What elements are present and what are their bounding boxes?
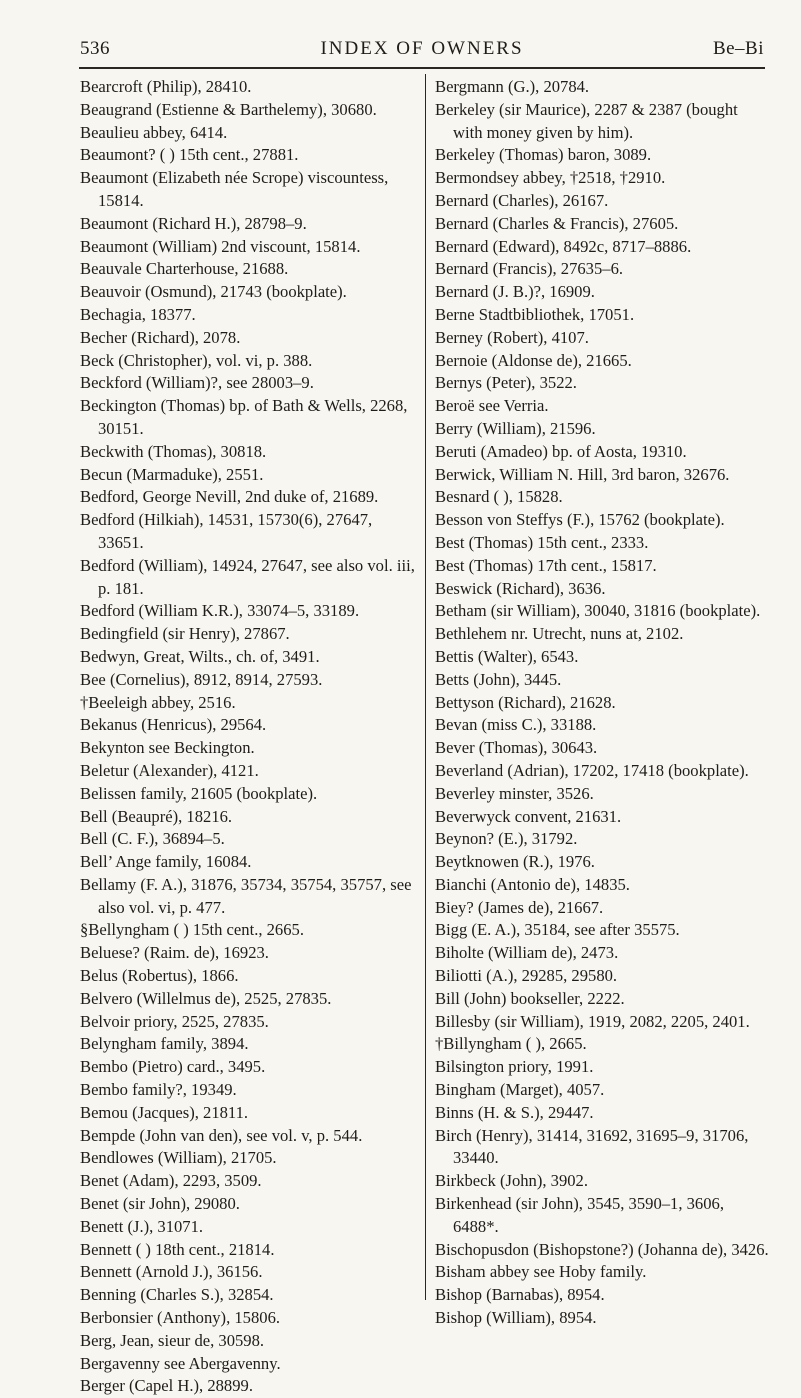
index-entry: Bernard (Charles), 26167. bbox=[435, 190, 609, 210]
index-entry: Bell (Beaupré), 18216. bbox=[80, 806, 233, 826]
index-entry: Bempde (John van den), see vol. v, p. 544. bbox=[80, 1125, 363, 1145]
index-entry: Becun (Marmaduke), 2551. bbox=[80, 464, 264, 484]
index-entry: Bernoie (Aldonse de), 21665. bbox=[435, 350, 632, 370]
index-entry: Billesby (sir William), 1919, 2082, 2205, 2401. bbox=[435, 1011, 750, 1031]
index-entry: Bernard (Charles & Francis), 27605. bbox=[435, 213, 679, 233]
index-entry: Beaumont? ( ) 15th cent., 27881. bbox=[80, 145, 299, 165]
index-entry: Bedingfield (sir Henry), 27867. bbox=[80, 624, 290, 644]
page-number: 536 bbox=[80, 38, 110, 59]
index-entry: Berkeley (Thomas) baron, 3089. bbox=[435, 145, 652, 165]
index-entry: Bell’ Ange family, 16084. bbox=[80, 852, 252, 872]
index-entry: Bee (Cornelius), 8912, 8914, 27593. bbox=[80, 669, 323, 689]
index-entry: Beletur (Alexander), 4121. bbox=[80, 760, 259, 780]
index-entry: Berney (Robert), 4107. bbox=[435, 327, 589, 347]
index-entry: Beruti (Amadeo) bp. of Aosta, 19310. bbox=[435, 441, 687, 461]
index-entry: Biliotti (A.), 29285, 29580. bbox=[435, 966, 618, 986]
index-entry: Best (Thomas) 17th cent., 15817. bbox=[435, 555, 657, 575]
index-entry: Best (Thomas) 15th cent., 2333. bbox=[435, 532, 649, 552]
index-entry: Birkbeck (John), 3902. bbox=[435, 1171, 589, 1191]
index-entry: Bell (C. F.), 36894–5. bbox=[80, 829, 225, 849]
index-entry: Beaumont (Richard H.), 28798–9. bbox=[80, 213, 307, 233]
index-entry: Belvero (Willelmus de), 2525, 27835. bbox=[80, 988, 332, 1008]
index-entry: Bedford (William), 14924, 27647, see also vol. iii, p. 181. bbox=[80, 555, 415, 598]
index-entry: Bembo family?, 19349. bbox=[80, 1080, 237, 1100]
index-entry: Berg, Jean, sieur de, 30598. bbox=[80, 1330, 265, 1350]
index-entry: Beswick (Richard), 3636. bbox=[435, 578, 606, 598]
index-entry: Berkeley (sir Maurice), 2287 & 2387 (bought with money given by him). bbox=[435, 99, 738, 142]
index-entry: Betts (John), 3445. bbox=[435, 669, 562, 689]
column-divider bbox=[425, 74, 426, 1300]
index-entry: Bettyson (Richard), 21628. bbox=[435, 692, 616, 712]
index-entry: Becher (Richard), 2078. bbox=[80, 327, 241, 347]
index-entry: Binns (H. & S.), 29447. bbox=[435, 1102, 594, 1122]
index-entry: Birch (Henry), 31414, 31692, 31695–9, 31706, 33440. bbox=[435, 1125, 749, 1168]
index-entry: Bennett ( ) 18th cent., 21814. bbox=[80, 1239, 275, 1259]
index-entry: Bernard (J. B.)?, 16909. bbox=[435, 282, 595, 302]
index-entry: Birkenhead (sir John), 3545, 3590–1, 3606, 6488*. bbox=[435, 1194, 724, 1236]
index-entry: Berwick, William N. Hill, 3rd baron, 32676. bbox=[435, 464, 730, 484]
index-entry: Bevan (miss C.), 33188. bbox=[435, 715, 597, 735]
index-entry: Bellamy (F. A.), 31876, 35734, 35754, 35757, see also vol. vi, p. 477. bbox=[80, 874, 412, 917]
index-entry: Bernard (Francis), 27635–6. bbox=[435, 259, 624, 279]
index-entry: Bennett (Arnold J.), 36156. bbox=[80, 1262, 263, 1282]
index-entry: Bergmann (G.), 20784. bbox=[435, 77, 590, 96]
index-entry: Berry (William), 21596. bbox=[435, 418, 596, 438]
index-entry: Bedford, George Nevill, 2nd duke of, 21689. bbox=[80, 487, 379, 507]
index-entry: Bernys (Peter), 3522. bbox=[435, 373, 577, 393]
index-entry: Betham (sir William), 30040, 31816 (bookplate). bbox=[435, 601, 761, 621]
left-column bbox=[80, 76, 416, 1398]
index-entry: Beynon? (E.), 31792. bbox=[435, 829, 578, 849]
index-entry: Benet (sir John), 29080. bbox=[80, 1194, 240, 1214]
index-entry: Belus (Robertus), 1866. bbox=[80, 966, 239, 986]
index-entry: Beaulieu abbey, 6414. bbox=[80, 122, 228, 142]
index-entry: Beroë see Verria. bbox=[435, 396, 549, 416]
index-entry: Benet (Adam), 2293, 3509. bbox=[80, 1171, 262, 1191]
index-entry: Besnard ( ), 15828. bbox=[435, 487, 563, 507]
index-entry: Bedford (Hilkiah), 14531, 15730(6), 27647, 33651. bbox=[80, 510, 373, 552]
index-entry: Beauvale Charterhouse, 21688. bbox=[80, 259, 289, 279]
index-entry: Bembo (Pietro) card., 3495. bbox=[80, 1057, 266, 1077]
index-entry: Beck (Christopher), vol. vi, p. 388. bbox=[80, 350, 313, 370]
index-entry: Berger (Capel H.), 28899. bbox=[80, 1376, 253, 1396]
index-entry: Benning (Charles S.), 32854. bbox=[80, 1285, 274, 1305]
index-entry: Bearcroft (Philip), 28410. bbox=[80, 77, 252, 96]
index-entry: Beverwyck convent, 21631. bbox=[435, 806, 622, 826]
index-entry: Beaumont (William) 2nd viscount, 15814. bbox=[80, 236, 361, 256]
header-rule bbox=[79, 67, 765, 69]
index-entry: Besson von Steffys (F.), 15762 (bookplate). bbox=[435, 510, 725, 530]
index-entry: Beauvoir (Osmund), 21743 (bookplate). bbox=[80, 282, 347, 302]
index-entry: Bischopusdon (Bishopstone?) (Johanna de), 3426. bbox=[435, 1239, 769, 1259]
index-entry: Bethlehem nr. Utrecht, nuns at, 2102. bbox=[435, 624, 684, 644]
index-entry: Belvoir priory, 2525, 27835. bbox=[80, 1011, 269, 1031]
index-entry: Bedwyn, Great, Wilts., ch. of, 3491. bbox=[80, 646, 320, 666]
page-header bbox=[80, 38, 764, 68]
index-entry: Beaugrand (Estienne & Barthelemy), 30680. bbox=[80, 99, 377, 119]
index-entry: Bill (John) bookseller, 2222. bbox=[435, 988, 625, 1008]
index-entry: Beckford (William)?, see 28003–9. bbox=[80, 373, 314, 393]
index-entry: Berne Stadtbibliothek, 17051. bbox=[435, 304, 635, 324]
index-entry: Bisham abbey see Hoby family. bbox=[435, 1262, 647, 1282]
index-entry: Bergavenny see Abergavenny. bbox=[80, 1353, 281, 1373]
index-entry: Bishop (Barnabas), 8954. bbox=[435, 1285, 605, 1305]
index-entry: Beckington (Thomas) bp. of Bath & Wells, 2268, 30151. bbox=[80, 396, 408, 438]
index-entry: Biholte (William de), 2473. bbox=[435, 943, 619, 963]
index-entry: Belissen family, 21605 (bookplate). bbox=[80, 783, 318, 803]
index-entry: Bilsington priory, 1991. bbox=[435, 1057, 594, 1077]
entry-range: Be–Bi bbox=[712, 38, 764, 59]
index-entry: Bermondsey abbey, †2518, †2910. bbox=[435, 168, 666, 188]
index-entry: †Billyngham ( ), 2665. bbox=[435, 1034, 587, 1054]
right-column bbox=[435, 76, 771, 1330]
index-entry: Belyngham family, 3894. bbox=[80, 1034, 249, 1054]
index-entry: Bekanus (Henricus), 29564. bbox=[80, 715, 267, 735]
index-entry: Bettis (Walter), 6543. bbox=[435, 646, 579, 666]
index-entry: Bechagia, 18377. bbox=[80, 304, 196, 324]
index-entry: Biey? (James de), 21667. bbox=[435, 897, 604, 917]
index-entry: Bianchi (Antonio de), 14835. bbox=[435, 874, 630, 894]
index-entry: Benett (J.), 31071. bbox=[80, 1216, 204, 1236]
index-entry: Bekynton see Beckington. bbox=[80, 738, 255, 758]
index-entry: Bingham (Marget), 4057. bbox=[435, 1080, 605, 1100]
index-entry: Berbonsier (Anthony), 15806. bbox=[80, 1308, 281, 1328]
index-entry: Bigg (E. A.), 35184, see after 35575. bbox=[435, 920, 680, 940]
index-entry: Beverland (Adrian), 17202, 17418 (bookplate). bbox=[435, 760, 749, 780]
index-entry: Beverley minster, 3526. bbox=[435, 783, 594, 803]
index-entry: Bemou (Jacques), 21811. bbox=[80, 1102, 249, 1122]
index-entry: Bishop (William), 8954. bbox=[435, 1308, 597, 1328]
index-entry: †Beeleigh abbey, 2516. bbox=[80, 692, 236, 712]
index-entry: Beckwith (Thomas), 30818. bbox=[80, 441, 267, 461]
index-entry: Bernard (Edward), 8492c, 8717–8886. bbox=[435, 236, 692, 256]
index-entry: Beluese? (Raim. de), 16923. bbox=[80, 943, 269, 963]
index-entry: Bedford (William K.R.), 33074–5, 33189. bbox=[80, 601, 360, 621]
index-entry: Bendlowes (William), 21705. bbox=[80, 1148, 277, 1168]
index-entry: Beaumont (Elizabeth née Scrope) viscountess, 15814. bbox=[80, 168, 389, 210]
index-entry: Beytknowen (R.), 1976. bbox=[435, 852, 595, 872]
running-title: INDEX OF OWNERS bbox=[320, 38, 524, 59]
index-entry: Bever (Thomas), 30643. bbox=[435, 738, 598, 758]
index-entry: §Bellyngham ( ) 15th cent., 2665. bbox=[80, 920, 304, 940]
